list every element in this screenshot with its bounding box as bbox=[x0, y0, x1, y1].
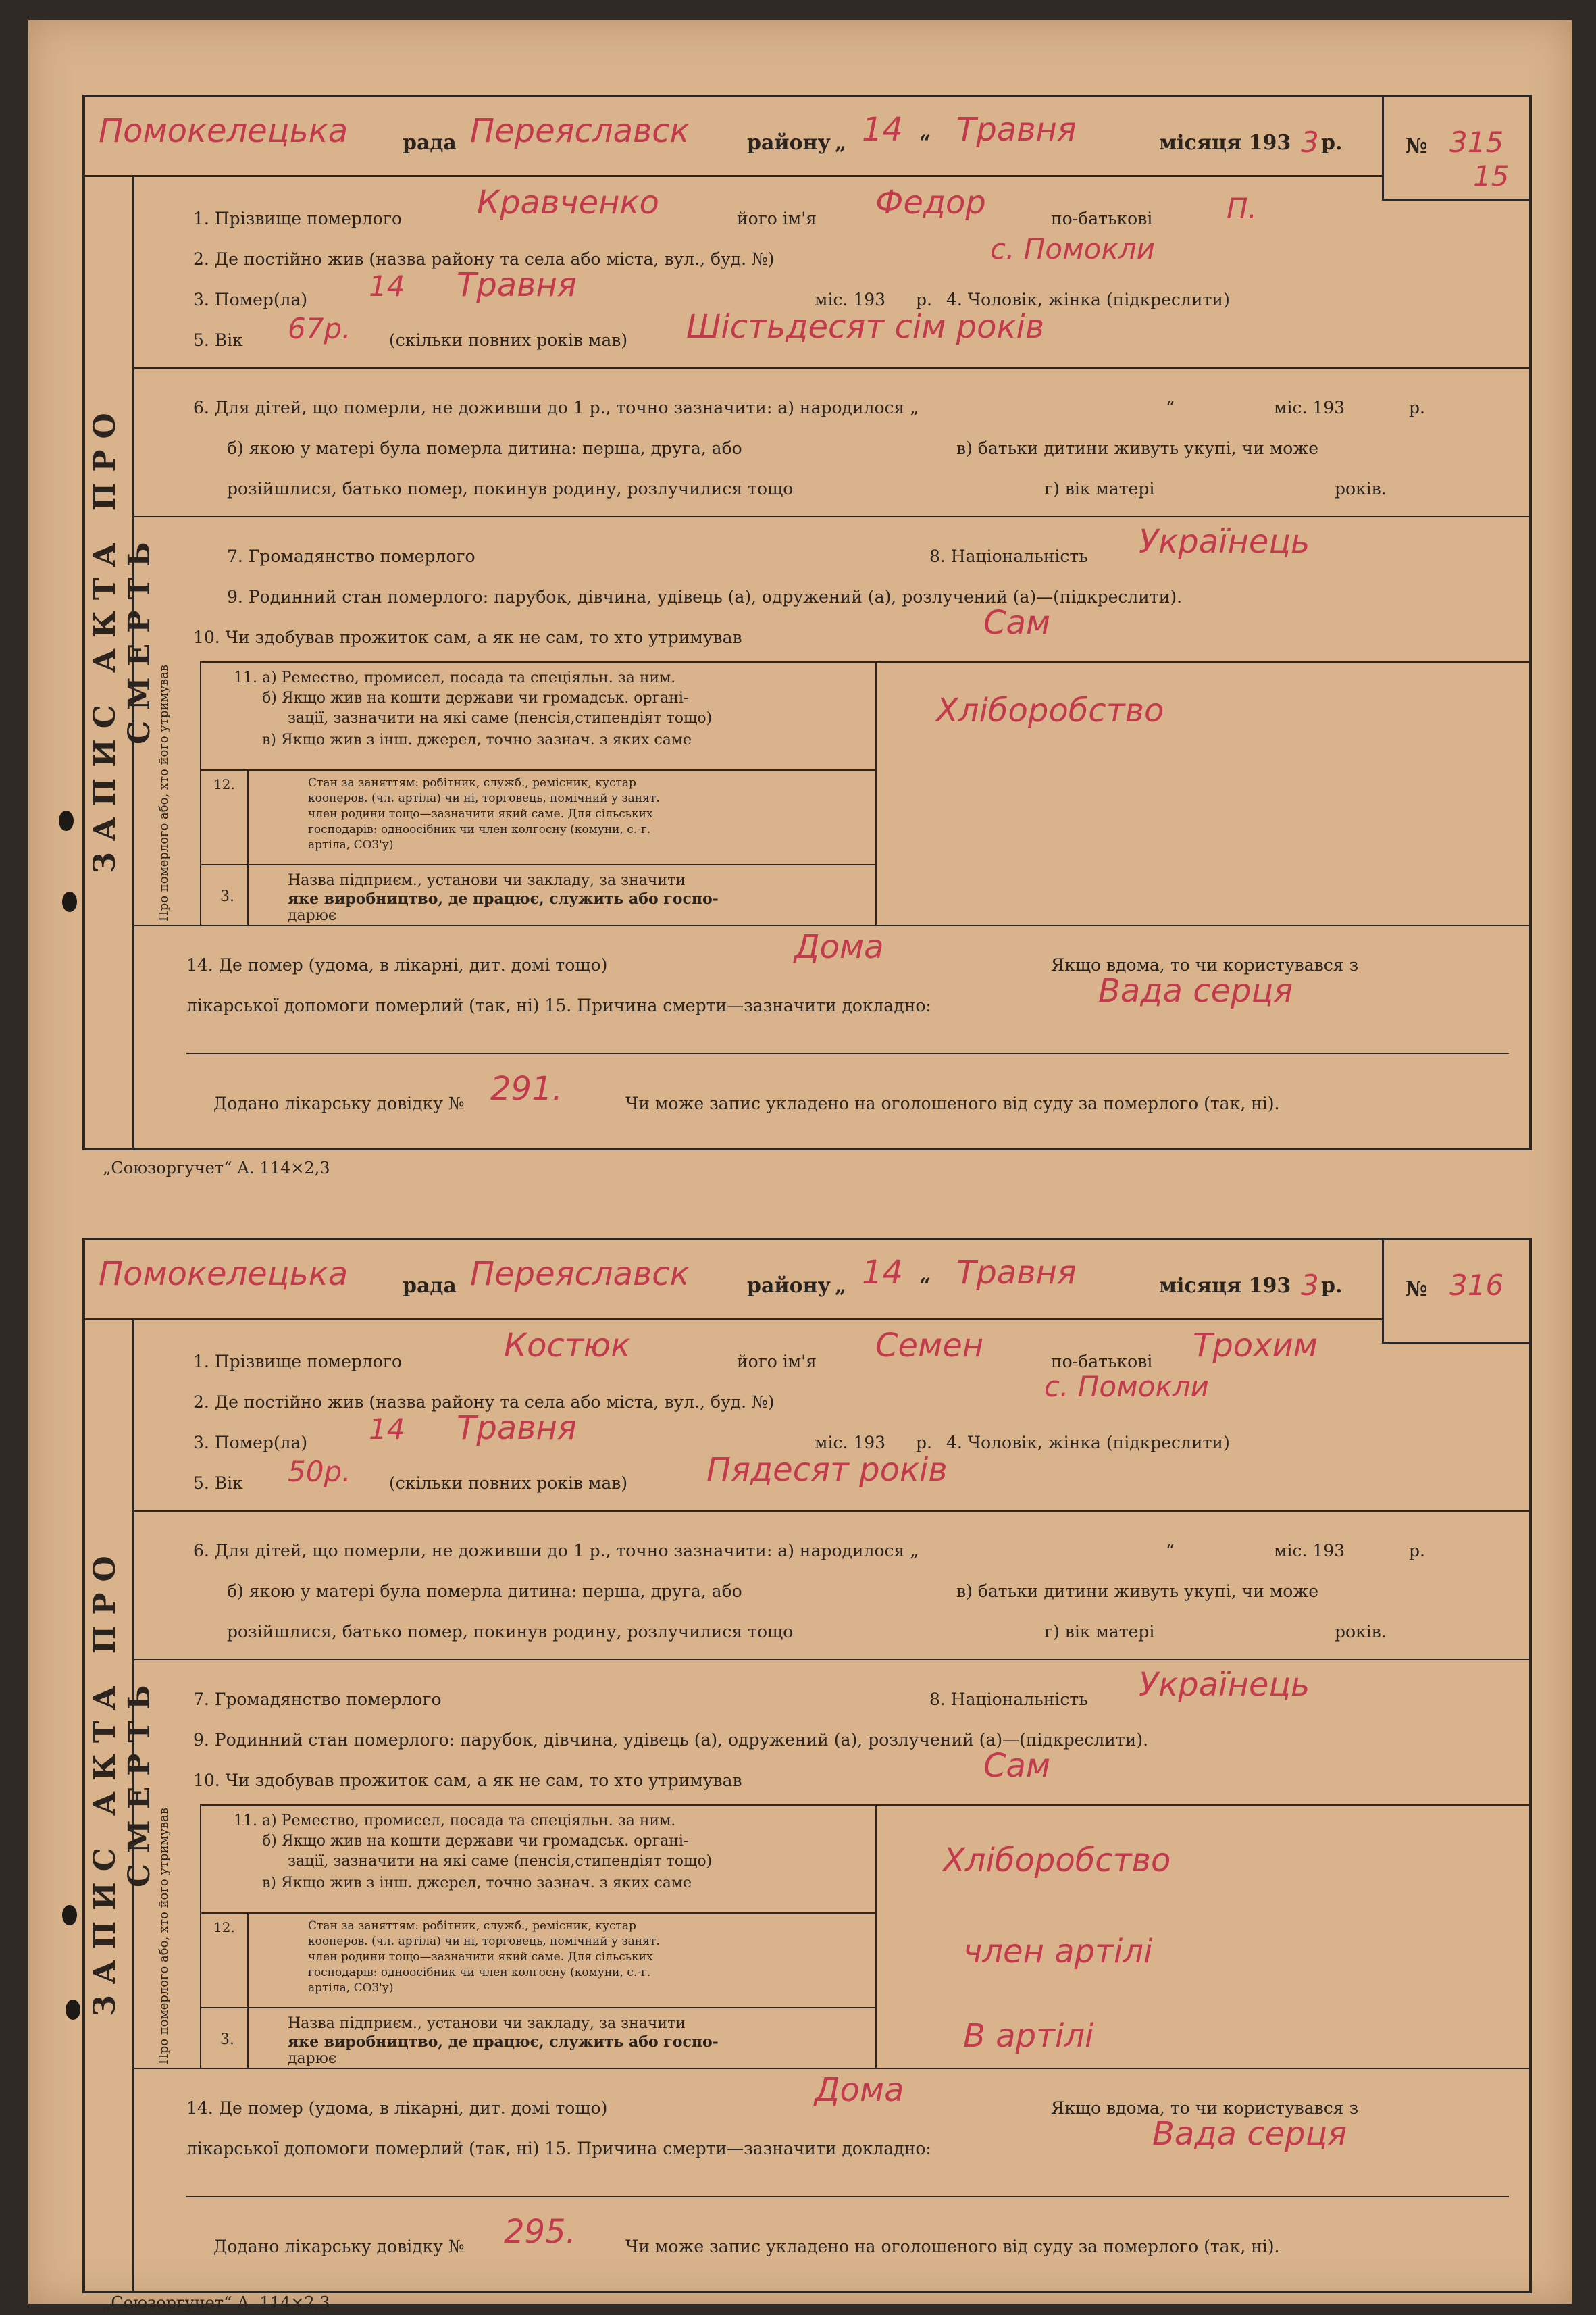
label-children-born: 6. Для дітей, що померли, не доживши до 1 р., точно зазначити: а) народилося „ bbox=[193, 398, 919, 417]
rada-name: Помокелецька bbox=[99, 1255, 349, 1293]
label-death-month-year: міс. 193 bbox=[815, 1433, 886, 1452]
supported-by: Сам bbox=[983, 1747, 1051, 1785]
quote-open: „ bbox=[835, 1274, 847, 1298]
raion-name: Переяславск bbox=[470, 1255, 690, 1293]
document-sheet bbox=[28, 20, 1572, 2312]
label-cause-of-death: лікарської допомоги померлий (так, ні) 15. Причина смерти—зазначити докладно: bbox=[186, 996, 931, 1015]
binder-hole bbox=[66, 2000, 80, 2020]
place-of-death: Дома bbox=[815, 2071, 904, 2109]
residence: с. Помокли bbox=[990, 232, 1155, 265]
age-words: Пядесят років bbox=[706, 1451, 948, 1489]
label-13-number: 3. bbox=[220, 2031, 234, 2048]
residence: с. Помокли bbox=[1044, 1370, 1209, 1403]
label-first-name: його ім'я bbox=[737, 1352, 817, 1371]
label-status-5: артіла, СОЗ'у) bbox=[308, 838, 394, 852]
header-month: Травня bbox=[956, 111, 1077, 149]
divider bbox=[200, 661, 1529, 663]
divider bbox=[186, 1053, 1509, 1054]
first-name: Семен bbox=[875, 1327, 984, 1365]
divider bbox=[875, 661, 877, 925]
label-age: 5. Вік bbox=[193, 330, 243, 350]
workplace: В артілі bbox=[963, 2017, 1094, 2055]
occupation: Хліборобство bbox=[943, 1841, 1171, 1879]
label-years: років. bbox=[1335, 1622, 1387, 1642]
label-status-1: Стан за заняттям: робітник, служб., ремісник, кустар bbox=[308, 776, 636, 790]
label-workplace-3: дарює bbox=[288, 907, 337, 924]
label-certificate: Додано лікарську довідку № bbox=[213, 2237, 465, 2256]
label-workplace-2: яке виробництво, де працює, служить або госпо- bbox=[288, 890, 719, 908]
quote-close: “ bbox=[919, 131, 931, 155]
label-age-full-years: (скільки повних років мав) bbox=[389, 330, 628, 350]
label-workplace-2: яке виробництво, де працює, служить або госпо- bbox=[288, 2033, 719, 2051]
death-record-form-1 bbox=[82, 95, 1532, 1150]
divider bbox=[132, 925, 1529, 926]
death-month: Травня bbox=[457, 266, 577, 304]
label-status-2: кооперов. (чл. артіла) чи ні, торговець, помічний у занят. bbox=[308, 1935, 660, 1948]
label-citizenship: 7. Громадянство померлого bbox=[227, 546, 475, 566]
label-workplace: Назва підприєм., установи чи закладу, за значити bbox=[288, 2015, 686, 2032]
label-parents-together: в) батьки дитини живуть укупі, чи може bbox=[956, 1581, 1319, 1601]
divider bbox=[200, 1912, 875, 1914]
label-marital-status: 9. Родинний стан померлого: парубок, дівчина, удівець (а), одружений (а), розлучений (а)—(підкреслити). bbox=[227, 587, 1183, 607]
nationality: Українець bbox=[1139, 523, 1310, 561]
divider bbox=[200, 1804, 1529, 1806]
label-rada: рада bbox=[403, 131, 457, 155]
header-day: 14 bbox=[862, 111, 904, 149]
label-death-r: р. bbox=[916, 290, 932, 309]
label-children-r: р. bbox=[1409, 398, 1425, 417]
label-r: р. bbox=[1321, 1274, 1343, 1298]
rada-name: Помокелецька bbox=[99, 112, 349, 150]
patronymic: Трохим bbox=[1193, 1327, 1318, 1365]
label-patronymic: по-батькові bbox=[1051, 209, 1153, 228]
label-status-3: член родини тощо—зазначити який саме. Для сільських bbox=[308, 1950, 653, 1964]
header-day: 14 bbox=[862, 1254, 904, 1292]
binder-hole bbox=[59, 811, 74, 831]
age: 67р. bbox=[288, 312, 351, 345]
label-occupation: 11. а) Ремество, промисел, посада та спеціяльн. за ним. bbox=[234, 1812, 676, 1829]
label-status-2: кооперов. (чл. артіла) чи ні, торговець, помічний у занят. bbox=[308, 792, 660, 805]
label-children-born: 6. Для дітей, що померли, не доживши до 1 р., точно зазначити: а) народилося „ bbox=[193, 1541, 919, 1560]
label-workplace-3: дарює bbox=[288, 2050, 337, 2067]
label-status-5: артіла, СОЗ'у) bbox=[308, 1981, 394, 1995]
occupation: Хліборобство bbox=[936, 692, 1164, 730]
label-age: 5. Вік bbox=[193, 1473, 243, 1493]
divider bbox=[247, 769, 249, 925]
label-workplace: Назва підприєм., установи чи закладу, за значити bbox=[288, 872, 686, 889]
label-status-3: член родини тощо—зазначити який саме. Для сільських bbox=[308, 807, 653, 821]
label-nationality: 8. Національність bbox=[929, 1689, 1088, 1709]
label-rada: рада bbox=[403, 1274, 457, 1298]
quote-open: „ bbox=[835, 131, 847, 155]
label-surname: 1. Прізвище померлого bbox=[193, 1352, 402, 1371]
record-number: 316 bbox=[1449, 1269, 1504, 1302]
label-first-name: його ім'я bbox=[737, 209, 817, 228]
label-month-year: місяця 193 bbox=[1159, 131, 1291, 155]
label-children-r: р. bbox=[1409, 1541, 1425, 1560]
label-12-number: 12. bbox=[213, 1919, 235, 1935]
supported-by: Сам bbox=[983, 604, 1051, 642]
label-residence: 2. Де постійно жив (назва району та села або міста, вул., буд. №) bbox=[193, 1392, 775, 1412]
death-record-form-2 bbox=[82, 1238, 1532, 2293]
divider bbox=[200, 2007, 875, 2008]
label-death-r: р. bbox=[916, 1433, 932, 1452]
label-home-medical: Якщо вдома, то чи користувався з bbox=[1051, 955, 1359, 975]
label-cause-of-death: лікарської допомоги померлий (так, ні) 15. Причина смерти—зазначити докладно: bbox=[186, 2139, 931, 2158]
label-other-sources: в) Якщо жив з інш. джерел, точно зазнач. з яких саме bbox=[262, 732, 692, 748]
label-children-month-year: міс. 193 bbox=[1274, 398, 1345, 417]
side-label: Про померлого або, хто його утримував bbox=[157, 1807, 171, 2064]
label-court: Чи може запис укладено на оголошеного від суду за померлого (так, ні). bbox=[625, 2237, 1280, 2256]
label-years: років. bbox=[1335, 479, 1387, 499]
label-age-full-years: (скільки повних років мав) bbox=[389, 1473, 628, 1493]
quote-close: “ bbox=[919, 1274, 931, 1298]
binder-hole bbox=[62, 1905, 77, 1925]
label-supported-by: 10. Чи здобував прожиток сам, а як не сам, то хто утримував bbox=[193, 1771, 742, 1790]
label-court: Чи може запис укладено на оголошеного від суду за померлого (так, ні). bbox=[625, 1094, 1280, 1113]
label-child-order: б) якою у матері була померла дитина: перша, друга, або bbox=[227, 1581, 742, 1601]
divider bbox=[186, 2196, 1509, 2197]
certificate-number: 291. bbox=[490, 1070, 563, 1108]
divider bbox=[200, 661, 201, 925]
header-year-digit: 3 bbox=[1301, 126, 1319, 159]
header-year-digit: 3 bbox=[1301, 1269, 1319, 1302]
footer-print-mark: „Союзоргучет“ А. 114×2,3 bbox=[103, 1159, 330, 1177]
divider bbox=[132, 367, 1529, 369]
label-other-sources: в) Якщо жив з інш. джерел, точно зазнач. з яких саме bbox=[262, 1875, 692, 1891]
label-status-1: Стан за заняттям: робітник, служб., ремісник, кустар bbox=[308, 1919, 636, 1933]
label-state-support: б) Якщо жив на кошти держави чи громадськ. органі- bbox=[262, 690, 689, 707]
surname: Костюк bbox=[504, 1327, 631, 1365]
label-mother-age: г) вік матері bbox=[1044, 1622, 1155, 1642]
label-death-month-year: міс. 193 bbox=[815, 290, 886, 309]
label-children-month-year: міс. 193 bbox=[1274, 1541, 1345, 1560]
divider bbox=[132, 2068, 1529, 2069]
label-child-order: б) якою у матері була померла дитина: перша, друга, або bbox=[227, 438, 742, 458]
label-sex: 4. Чоловік, жінка (підкреслити) bbox=[946, 1433, 1230, 1452]
label-parents-separated: розійшлися, батько помер, покинув родину, розлучилися тощо bbox=[227, 479, 794, 499]
age: 50р. bbox=[288, 1455, 351, 1488]
header-month: Травня bbox=[956, 1254, 1077, 1292]
age-words: Шістьдесят сім років bbox=[686, 308, 1045, 346]
label-13-number: 3. bbox=[220, 888, 234, 905]
patronymic: П. bbox=[1227, 192, 1257, 225]
label-parents-together: в) батьки дитини живуть укупі, чи може bbox=[956, 438, 1319, 458]
label-marital-status: 9. Родинний стан померлого: парубок, дівчина, удівець (а), одружений (а), розлучений (а)—(підкреслити). bbox=[193, 1730, 1149, 1750]
divider bbox=[132, 516, 1529, 517]
record-number: 315 bbox=[1449, 126, 1504, 159]
label-residence: 2. Де постійно жив (назва району та села або міста, вул., буд. №) bbox=[193, 249, 775, 269]
label-occupation: 11. а) Ремество, промисел, посада та спеціяльн. за ним. bbox=[234, 669, 676, 686]
footer-print-mark: „Союзоргучет“ А. 114×2,3 bbox=[103, 2293, 330, 2312]
divider bbox=[200, 1804, 201, 2068]
vertical-title: ЗАПИС АКТА ПРО СМЕРТЬ bbox=[88, 1545, 157, 2016]
label-state-support-2: зації, зазначити на які саме (пенсія,стипендіят тощо) bbox=[288, 710, 713, 727]
label-12-number: 12. bbox=[213, 776, 235, 792]
divider bbox=[132, 1510, 1529, 1512]
label-home-medical: Якщо вдома, то чи користувався з bbox=[1051, 2098, 1359, 2118]
surname: Кравченко bbox=[477, 184, 659, 222]
label-patronymic: по-батькові bbox=[1051, 1352, 1153, 1371]
quote-close-children: “ bbox=[1166, 398, 1175, 417]
label-mother-age: г) вік матері bbox=[1044, 479, 1155, 499]
death-month: Травня bbox=[457, 1409, 577, 1447]
label-nationality: 8. Національність bbox=[929, 546, 1088, 566]
label-died: 3. Помер(ла) bbox=[193, 1433, 308, 1452]
binder-hole bbox=[62, 892, 77, 912]
label-state-support-2: зації, зазначити на які саме (пенсія,стипендіят тощо) bbox=[288, 1853, 713, 1870]
label-month-year: місяця 193 bbox=[1159, 1274, 1291, 1298]
label-place-of-death: 14. Де помер (удома, в лікарні, дит. домі тощо) bbox=[186, 2098, 608, 2118]
first-name: Федор bbox=[875, 184, 986, 222]
label-raion: району bbox=[747, 131, 831, 155]
certificate-number: 295. bbox=[504, 2213, 576, 2251]
place-of-death: Дома bbox=[794, 928, 884, 966]
divider bbox=[247, 1912, 249, 2068]
record-number-sub: 15 bbox=[1473, 159, 1510, 193]
employment-status: член артілі bbox=[963, 1933, 1153, 1970]
label-died: 3. Помер(ла) bbox=[193, 290, 308, 309]
divider bbox=[875, 1804, 877, 2068]
label-status-4: господарів: одноосібник чи член колгосну (комуни, с.-г. bbox=[308, 823, 651, 836]
death-day: 14 bbox=[369, 1413, 405, 1446]
label-status-4: господарів: одноосібник чи член колгосну (комуни, с.-г. bbox=[308, 1966, 651, 1979]
cause-of-death: Вада серця bbox=[1098, 972, 1293, 1010]
label-place-of-death: 14. Де помер (удома, в лікарні, дит. домі тощо) bbox=[186, 955, 608, 975]
label-parents-separated: розійшлися, батько помер, покинув родину, розлучилися тощо bbox=[227, 1622, 794, 1642]
quote-close-children: “ bbox=[1166, 1541, 1175, 1560]
label-certificate: Додано лікарську довідку № bbox=[213, 1094, 465, 1113]
death-day: 14 bbox=[369, 270, 405, 303]
nationality: Українець bbox=[1139, 1666, 1310, 1704]
label-state-support: б) Якщо жив на кошти держави чи громадськ. органі- bbox=[262, 1833, 689, 1850]
label-surname: 1. Прізвище померлого bbox=[193, 209, 402, 228]
divider bbox=[132, 1659, 1529, 1660]
label-r: р. bbox=[1321, 131, 1343, 155]
vertical-title: ЗАПИС АКТА ПРО СМЕРТЬ bbox=[88, 402, 157, 873]
side-label: Про померлого або, хто його утримував bbox=[157, 664, 171, 921]
label-sex: 4. Чоловік, жінка (підкреслити) bbox=[946, 290, 1230, 309]
label-citizenship: 7. Громадянство померлого bbox=[193, 1689, 442, 1709]
divider bbox=[200, 769, 875, 771]
label-supported-by: 10. Чи здобував прожиток сам, а як не сам, то хто утримував bbox=[193, 628, 742, 647]
label-raion: району bbox=[747, 1274, 831, 1298]
label-number: № bbox=[1406, 134, 1428, 158]
raion-name: Переяславск bbox=[470, 112, 690, 150]
cause-of-death: Вада серця bbox=[1152, 2115, 1347, 2153]
divider bbox=[200, 864, 875, 865]
label-number: № bbox=[1406, 1277, 1428, 1301]
